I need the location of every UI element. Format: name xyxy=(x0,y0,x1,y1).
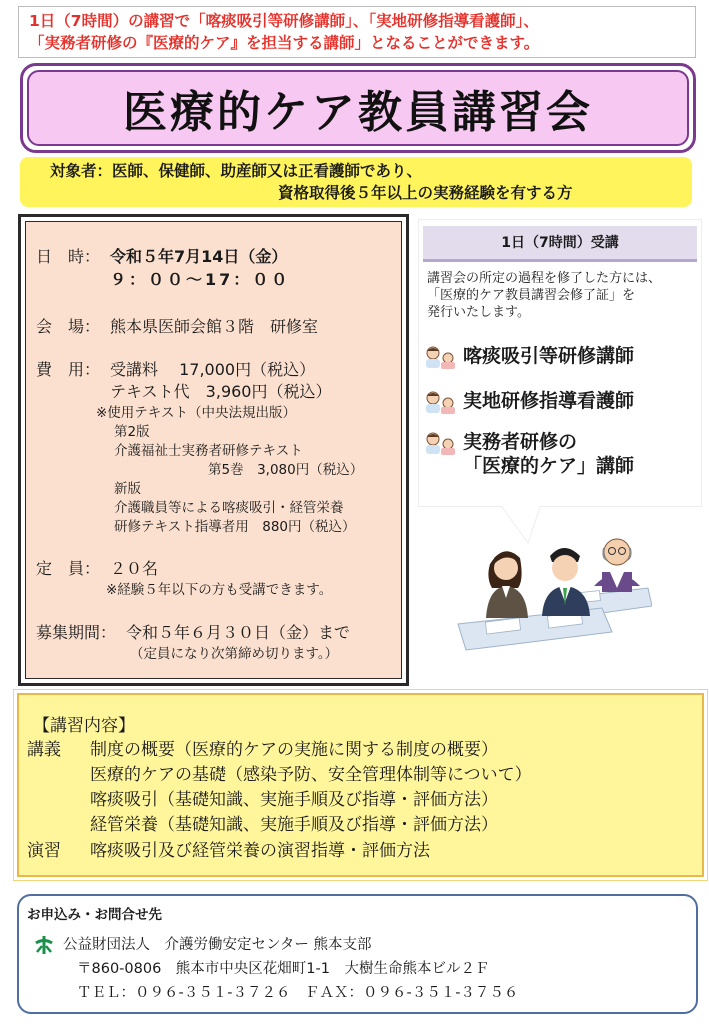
date-value: 令和５年7月14日（金） xyxy=(110,247,288,266)
book1-title: 介護福祉士実務者研修テキスト xyxy=(114,443,303,459)
fee-label: 費 用： xyxy=(36,360,101,379)
title-banner xyxy=(20,63,696,153)
target-line-1: 対象者：医師、保健師、助産師又は正看護師であり、 xyxy=(50,162,423,180)
venue-value: 熊本県医師会館３階 研修室 xyxy=(110,317,319,336)
role-label: 実地研修指導看護師 xyxy=(463,390,635,412)
period-label: 募集期間： xyxy=(36,623,117,642)
lecture-item: 喀痰吸引（基礎知識、実施手順及び指導・評価方法） xyxy=(90,790,498,810)
lecture-item: 制度の概要（医療的ケアの実施に関する制度の概要） xyxy=(90,740,498,760)
capacity-label: 定 員： xyxy=(36,559,101,578)
page-title: 医療的ケア教員講習会 xyxy=(123,87,593,138)
nurse-icon xyxy=(423,430,457,456)
nurse-icon xyxy=(423,389,457,415)
title-banner-inner xyxy=(27,70,689,146)
fee-text: テキスト代 3,960円（税込） xyxy=(110,382,332,401)
date-label: 日 時： xyxy=(36,247,101,266)
attendance-desc-line-2: 「医療的ケア教員講習会修了証」を xyxy=(427,288,636,303)
practice-label: 演習 xyxy=(27,841,61,861)
time-value: ９：００～17：００ xyxy=(110,270,291,289)
role-item xyxy=(423,389,634,415)
period-value: 令和５年６月３０日（金）まで xyxy=(126,623,351,642)
lecture-label: 講義 xyxy=(27,740,61,760)
role-label-line-1: 実務者研修の xyxy=(463,431,578,453)
contact-heading: お申込み・お問合せ先 xyxy=(27,907,162,923)
role-label-line-2: 「医療的ケア」講師 xyxy=(463,455,635,477)
contact-address: 〒860-0806 熊本市中央区花畑町1-1 大樹生命熊本ビル２Ｆ xyxy=(77,961,490,977)
venue-label: 会 場： xyxy=(36,317,101,336)
contact-phone-fax: ＴＥＬ：０９６-３５１-３７２６ ＦＡＸ：０９６-３５１-３７５６ xyxy=(77,985,519,1001)
attendance-description xyxy=(419,262,701,321)
text-note: ※使用テキスト（中央法規出版） xyxy=(96,405,297,421)
attendance-panel xyxy=(418,219,702,507)
nurse-icon xyxy=(423,344,457,370)
role-label: 喀痰吸引等研修講師 xyxy=(463,345,635,367)
lecture-item: 医療的ケアの基礎（感染予防、安全管理体制等について） xyxy=(90,765,532,785)
role-item xyxy=(423,430,634,478)
details-box xyxy=(18,214,409,686)
book2-title: 介護職員等による喀痰吸引・経管栄養 xyxy=(114,500,344,516)
capacity-note: ※経験５年以下の方も受講できます。 xyxy=(106,582,333,598)
book1-volume: 第5巻 3,080円（税込） xyxy=(208,462,364,478)
attendees-illustration xyxy=(452,528,652,658)
organization-logo-icon xyxy=(33,934,55,956)
fee-tuition: 受講料 17,000円（税込） xyxy=(110,360,316,379)
book2-volume: 研修テキスト指導者用 880円（税込） xyxy=(114,519,356,535)
target-audience xyxy=(20,157,692,207)
course-contents xyxy=(17,693,704,877)
role-item xyxy=(423,344,634,370)
period-note: （定員になり次第締め切ります。） xyxy=(130,646,339,662)
capacity-value: ２０名 xyxy=(110,559,159,578)
contact-org: 公益財団法人 介護労働安定センター 熊本支部 xyxy=(63,937,372,953)
contact-box xyxy=(17,894,698,1014)
attendance-header: 1日（7時間）受講 xyxy=(423,226,697,262)
target-line-2: 資格取得後５年以上の実務経験を有する方 xyxy=(278,184,573,202)
lecture-item: 経管栄養（基礎知識、実施手順及び指導・評価方法） xyxy=(90,815,498,835)
notice-line-2: 「実務者研修の『医療的ケア』を担当する講師」となることができます。 xyxy=(29,34,540,52)
attendance-desc-line-3: 発行いたします。 xyxy=(427,305,530,320)
details-inner xyxy=(25,221,402,679)
attendance-desc-line-1: 講習会の所定の過程を修了した方には、 xyxy=(427,271,662,286)
course-heading: 【講習内容】 xyxy=(33,716,135,736)
book1-edition: 第2版 xyxy=(114,424,150,440)
practice-item: 喀痰吸引及び経管栄養の演習指導・評価方法 xyxy=(90,841,430,861)
notice-line-1: 1日（7時間）の講習で「喀痰吸引等研修講師」、「実地研修指導看護師」、 xyxy=(29,12,539,30)
top-notice xyxy=(18,6,696,58)
role-label xyxy=(463,430,634,478)
book2-edition: 新版 xyxy=(114,481,141,497)
